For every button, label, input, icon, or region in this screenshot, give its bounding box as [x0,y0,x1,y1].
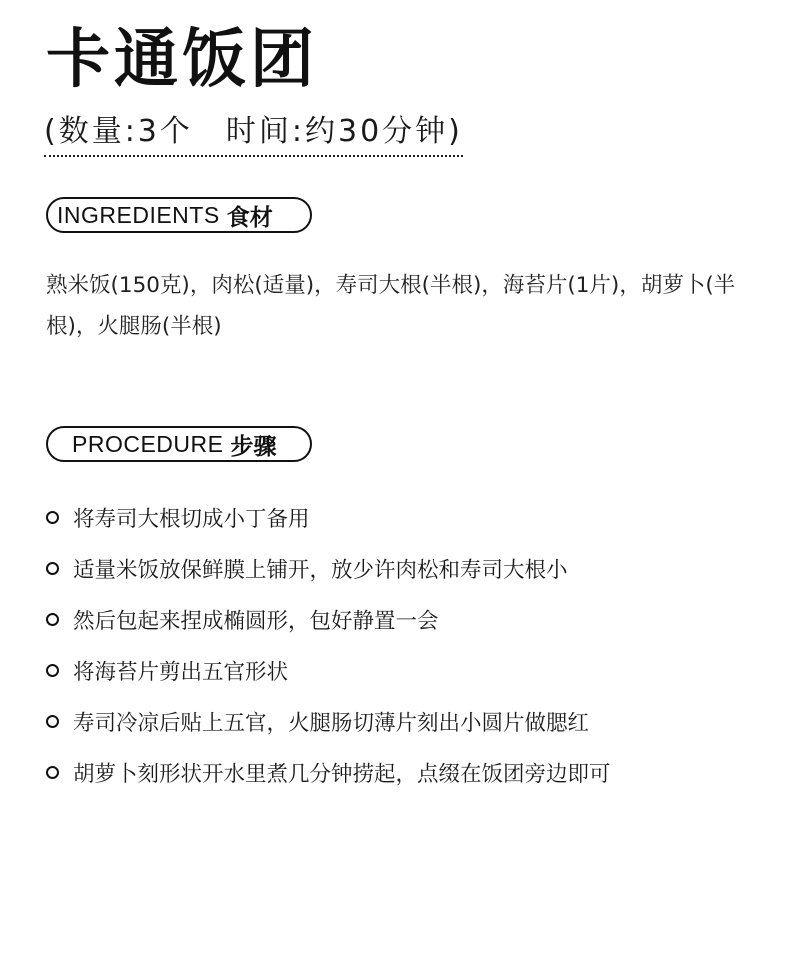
bullet-circle-icon [46,664,59,677]
bullet-circle-icon [46,511,59,524]
procedure-heading [46,426,312,462]
step-text: 将寿司大根切成小丁备用 [73,507,310,532]
recipe-meta: (数量:3个 时间:约30分钟) [44,110,463,157]
procedure-label-en: PROCEDURE [72,430,224,457]
step-text: 寿司冷凉后贴上五官，火腿肠切薄片刻出小圆片做腮红 [73,711,590,736]
step-text: 胡萝卜刻形状开水里煮几分钟捞起，点缀在饭团旁边即可 [73,762,611,787]
procedure-steps [46,492,611,798]
bullet-circle-icon [46,613,59,626]
bullet-circle-icon [46,715,59,728]
procedure-step [46,645,611,696]
ingredients-list: 熟米饭(150克)，肉松(适量)，寿司大根(半根)，海苔片(1片)，胡萝卜(半根)，火腿肠(半根) [46,273,736,339]
procedure-step [46,747,611,798]
bullet-circle-icon [46,562,59,575]
recipe-title: 卡通饭团 [46,23,318,97]
procedure-step [46,492,611,543]
procedure-step [46,543,611,594]
ingredients-label-en: INGREDIENTS [57,201,220,228]
step-text: 将海苔片剪出五官形状 [73,660,289,685]
ingredients-heading [46,197,312,233]
step-text: 适量米饭放保鲜膜上铺开，放少许肉松和寿司大根小 [73,558,568,583]
bullet-circle-icon [46,766,59,779]
ingredients-label-zh: 食材 [226,204,273,231]
procedure-label-zh: 步骤 [230,433,277,460]
step-text: 然后包起来捏成椭圆形，包好静置一会 [73,609,439,634]
procedure-step [46,696,611,747]
procedure-step [46,594,611,645]
